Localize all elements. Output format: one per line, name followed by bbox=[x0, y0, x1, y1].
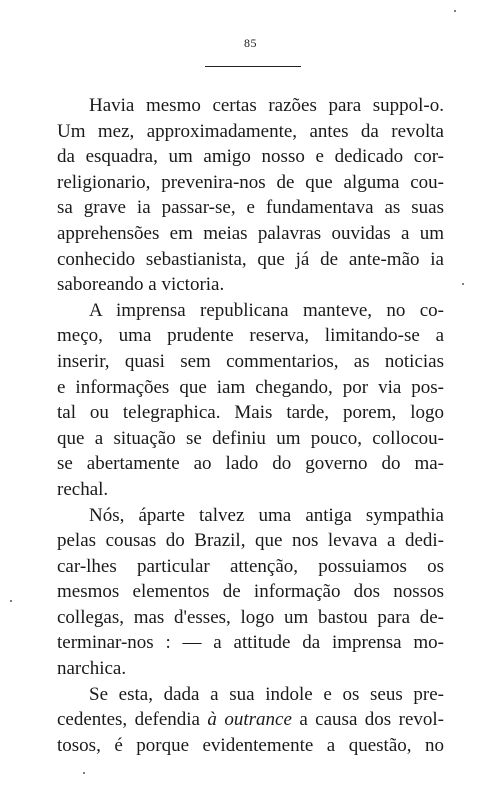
header-rule bbox=[205, 66, 301, 67]
italic-phrase: à outrance bbox=[207, 709, 292, 731]
text-line: collegas, mas d'esses, logo um bastou para de- bbox=[57, 606, 444, 628]
paragraph bbox=[57, 503, 444, 682]
body-text bbox=[57, 93, 444, 758]
paper-speck bbox=[462, 283, 464, 285]
text-line: car-lhes particular attenção, possuiamos os bbox=[57, 555, 444, 577]
text-line: Havia mesmo certas razões para suppol-o. bbox=[89, 95, 444, 116]
page-number: 85 bbox=[244, 36, 257, 50]
paper-speck bbox=[10, 600, 12, 602]
text-line: tosos, é porque evidentemente a questão, no bbox=[57, 734, 444, 756]
text-line: A imprensa republicana manteve, no co- bbox=[89, 299, 444, 321]
text-line: terminar-nos : — a attitude da imprensa mo- bbox=[57, 632, 444, 654]
paragraph bbox=[57, 682, 444, 759]
text-line: conhecido sebastianista, que já de ante-mão ia bbox=[57, 248, 444, 270]
text-line: narchica. bbox=[57, 658, 127, 680]
text-line: e informações que iam chegando, por via pos- bbox=[57, 376, 444, 398]
text-line: que a situação se definiu um pouco, collocou- bbox=[57, 427, 444, 449]
text-line: da esquadra, um amigo nosso e dedicado cor- bbox=[57, 146, 444, 168]
text-line: mesmos elementos de informação dos nossos bbox=[57, 581, 444, 603]
text-line: saboreando a victoria. bbox=[57, 274, 225, 296]
paragraph bbox=[57, 298, 444, 503]
text-line: Um mez, approximadamente, antes da revolta bbox=[57, 120, 444, 142]
text-line: Nós, áparte talvez uma antiga sympathia bbox=[89, 504, 444, 526]
text-line: inserir, quasi sem commentarios, as noticias bbox=[57, 350, 444, 372]
text-line: pelas cousas do Brazil, que nos levava a dedi- bbox=[57, 530, 444, 552]
text-line: apprehensões em meias palavras ouvidas a um bbox=[57, 222, 444, 244]
text-line: rechal. bbox=[57, 478, 109, 500]
paragraph bbox=[57, 93, 444, 298]
text-line: Se esta, dada a sua indole e os seus pre- bbox=[89, 683, 444, 705]
text-line: meço, uma prudente reserva, limitando-se a bbox=[57, 325, 444, 347]
text-line: se abertamente ao lado do governo do ma- bbox=[57, 453, 444, 475]
text-line: sa grave ia passar-se, e fundamentava as suas bbox=[57, 197, 444, 219]
paper-speck bbox=[454, 10, 456, 12]
text-line: tal ou telegraphica. Mais tarde, porem, logo bbox=[57, 402, 444, 424]
text-line: cedentes, defendia à outrance a causa dos revol- bbox=[57, 709, 444, 731]
text-line: religionario, prevenira-nos de que alguma cou- bbox=[57, 171, 444, 193]
paper-speck bbox=[83, 772, 85, 774]
